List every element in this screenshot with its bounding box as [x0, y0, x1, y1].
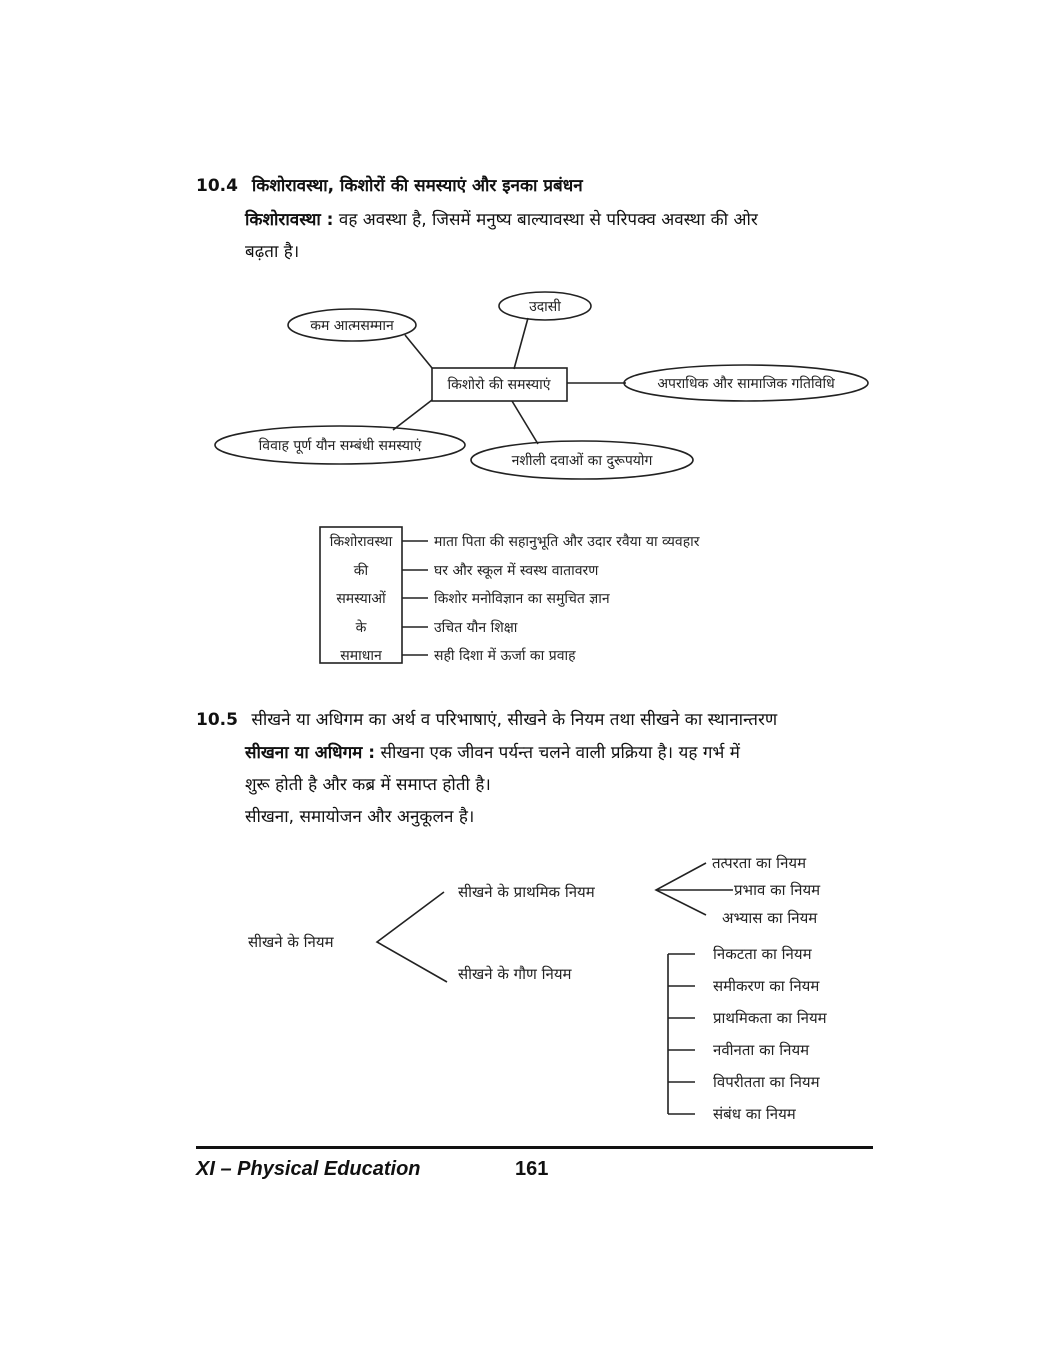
- solution-item: माता पिता की सहानुभूति और उदार रवैया या व्यवहार: [434, 534, 700, 550]
- primary-law-item: तत्परता का नियम: [712, 854, 807, 872]
- box-line: समस्याओं: [336, 591, 386, 607]
- secondary-law-item: प्राथमिकता का नियम: [713, 1009, 827, 1027]
- solution-item: उचित यौन शिक्षा: [434, 620, 518, 636]
- problems-center-label: किशोरो की समस्याएं: [447, 377, 551, 393]
- box-line: समाधान: [340, 648, 382, 664]
- definition-line-1: सीखना एक जीवन पर्यन्त चलने वाली प्रक्रिया है। यह गर्भ में: [380, 743, 740, 763]
- definition-line-3: सीखना, समायोजन और अनुकूलन है।: [245, 807, 475, 827]
- definition-line-2: बढ़ता है।: [245, 242, 300, 262]
- box-line: के: [355, 620, 367, 636]
- secondary-law-item: निकटता का नियम: [713, 945, 812, 963]
- secondary-law-item: नवीनता का नियम: [713, 1041, 810, 1059]
- primary-laws-label: सीखने के प्राथमिक नियम: [458, 883, 595, 901]
- primary-law-item: प्रभाव का नियम: [734, 881, 821, 899]
- box-line: किशोरावस्था: [329, 534, 393, 550]
- page-number: 161: [515, 1158, 549, 1180]
- problem-sexual: विवाह पूर्ण यौन सम्बंधी समस्याएं: [258, 438, 422, 454]
- definition-line-1: वह अवस्था है, जिसमें मनुष्य बाल्यावस्था से परिपक्व अवस्था की ओर: [338, 210, 758, 230]
- laws-root-label: सीखने के नियम: [248, 933, 334, 951]
- box-line: की: [353, 563, 369, 579]
- secondary-laws-label: सीखने के गौण नियम: [458, 965, 572, 983]
- solution-item: घर और स्कूल में स्वस्थ वातावरण: [434, 563, 599, 579]
- definition-line-2: शुरू होती है और कब्र में समाप्त होती है।: [245, 775, 491, 795]
- problem-drug-abuse: नशीली दवाओं का दुरूपयोग: [511, 453, 653, 469]
- solution-item: किशोर मनोविज्ञान का समुचित ज्ञान: [434, 591, 610, 607]
- term-learning: सीखना या अधिगम :: [245, 743, 376, 763]
- section-title: सीखने या अधिगम का अर्थ व परिभाषाएं, सीखने के नियम तथा सीखने का स्थानान्तरण: [251, 710, 778, 730]
- footer-rule: [196, 1146, 873, 1149]
- secondary-law-item: विपरीतता का नियम: [713, 1073, 820, 1091]
- section-number: 10.4: [196, 176, 238, 196]
- term-adolescence: किशोरावस्था :: [245, 210, 334, 230]
- problem-low-self-esteem: कम आत्मसम्मान: [310, 318, 394, 334]
- section-title: किशोरावस्था, किशोरों की समस्याएं और इनका प्रबंधन: [251, 176, 583, 196]
- secondary-law-item: समीकरण का नियम: [713, 977, 820, 995]
- primary-bracket: [656, 863, 706, 915]
- primary-law-item: अभ्यास का नियम: [722, 909, 818, 927]
- root-bracket: [377, 892, 447, 982]
- section-number: 10.5: [196, 710, 238, 730]
- secondary-law-item: संबंध का नियम: [713, 1105, 796, 1123]
- problem-criminal-activity: अपराधिक और सामाजिक गतिविधि: [657, 376, 835, 392]
- problem-sadness: उदासी: [529, 299, 561, 315]
- solution-item: सही दिशा में ऊर्जा का प्रवाह: [434, 648, 576, 664]
- footer-book-title: XI – Physical Education: [196, 1158, 421, 1180]
